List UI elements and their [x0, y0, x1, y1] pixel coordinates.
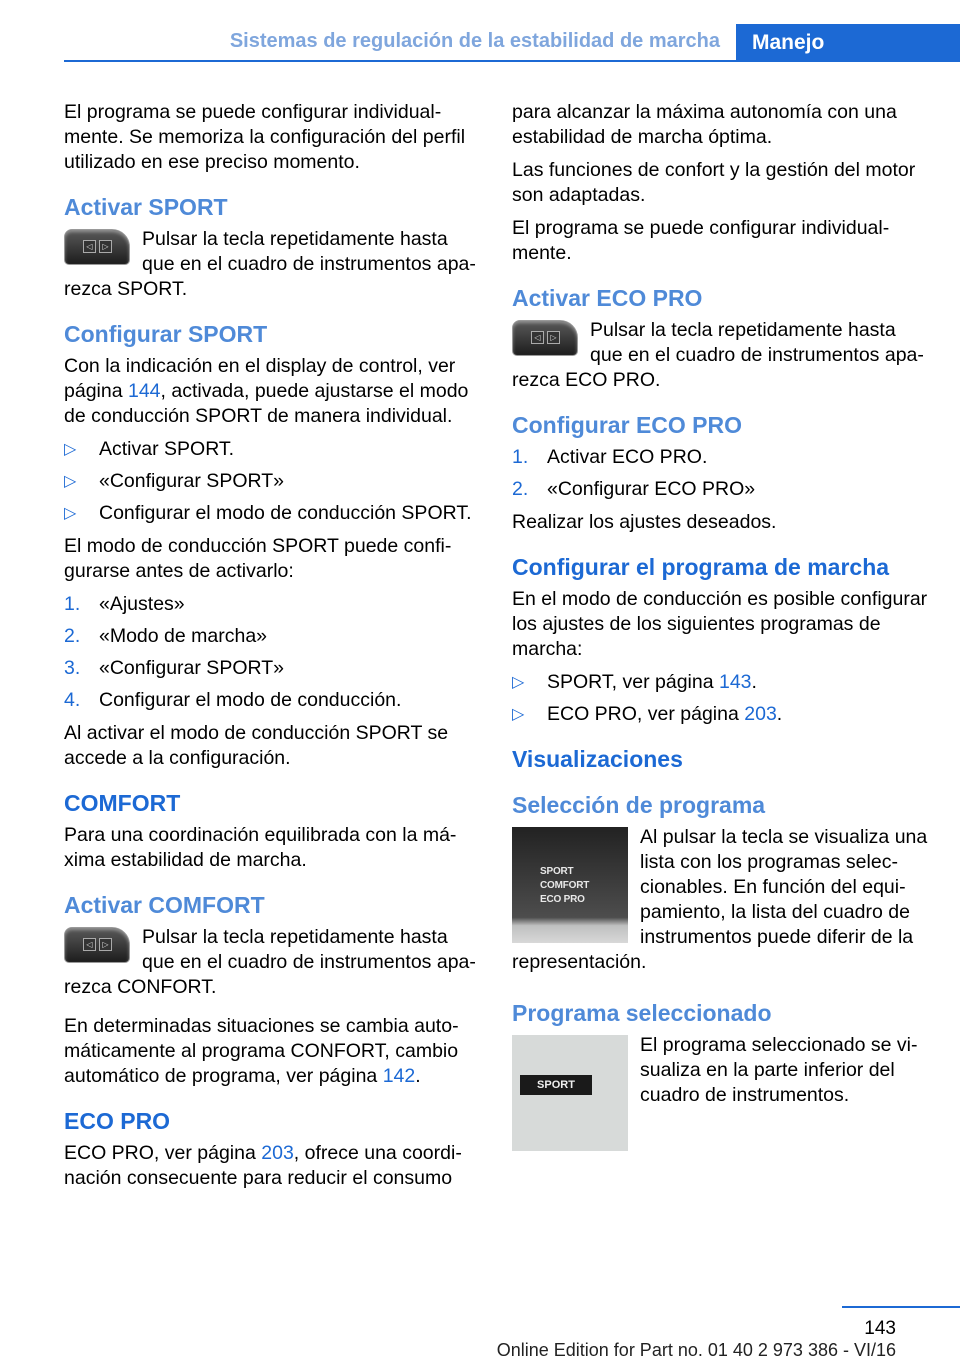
- edition-footer: Online Edition for Part no. 01 40 2 973 386 - VI/16: [496, 1340, 896, 1360]
- list-item: [512, 445, 930, 470]
- page-link[interactable]: 203: [744, 703, 777, 725]
- list-item: [512, 702, 930, 727]
- sport-bullet-list: [64, 437, 482, 526]
- situaciones-paragraph: [64, 1014, 482, 1089]
- sport-steps-list: [64, 592, 482, 713]
- programa-paragraph: En el modo de conducción es posible configurar los ajustes de los siguientes programas de marcha:: [512, 588, 928, 660]
- step-number: 2.: [512, 478, 529, 500]
- triangle-bullet-icon: ▷: [512, 674, 525, 691]
- heading-programa-seleccionado: Programa seleccionado: [512, 1000, 772, 1026]
- page-link[interactable]: 143: [718, 671, 752, 693]
- drive-mode-switch-icon: [64, 927, 130, 963]
- display-option: ECO PRO: [540, 894, 585, 905]
- text-span: Con la indicación en el display de control, ver página: [64, 355, 456, 402]
- switch-right-icon: ▷: [547, 331, 560, 344]
- heading-configurar-sport: Configurar SPORT: [64, 321, 268, 347]
- heading-comfort: COMFORT: [64, 790, 181, 816]
- step-number: 1.: [512, 446, 529, 468]
- right-column: [512, 100, 930, 1155]
- program-list-display-image: [512, 827, 628, 943]
- triangle-bullet-icon: ▷: [64, 441, 77, 458]
- step-number: 4.: [64, 689, 81, 711]
- seleccion-block: [512, 825, 930, 975]
- list-item-text: «Configurar ECO PRO»: [547, 478, 756, 500]
- activar-comfort-text: Pulsar la tecla repetidamente hasta que en el cuadro de instrumentos aparezca CONFORT.: [64, 926, 476, 998]
- triangle-bullet-icon: ▷: [512, 706, 525, 723]
- text-span: , activada, puede ajustarse el modo de conducción SPORT de manera individual.: [64, 380, 469, 427]
- heading-configurar-programa: Configurar el programa de marcha: [512, 554, 890, 580]
- text-span: SPORT, ver página: [547, 671, 719, 693]
- realizar-paragraph: Realizar los ajustes deseados.: [512, 511, 777, 533]
- activar-eco-text: Pulsar la tecla repetidamente hasta que en el cuadro de instrumentos aparezca ECO PRO.: [512, 319, 924, 391]
- text-span: ECO PRO, ver página: [547, 703, 745, 725]
- list-item: [64, 437, 482, 462]
- programa-sel-text: El programa seleccionado se visualiza en la parte inferior del cuadro de instrumentos.: [640, 1034, 918, 1106]
- list-item-text: «Modo de marcha»: [99, 625, 268, 647]
- header-rule: [64, 60, 960, 62]
- cont-paragraph-2: Las funciones de confort y la gestión del motor son adaptadas.: [512, 159, 916, 206]
- list-item: [64, 501, 482, 526]
- cont-paragraph-3: El programa se puede configurar individualmente.: [512, 217, 890, 264]
- selected-program-badge: SPORT: [520, 1075, 592, 1095]
- list-item-text: Configurar el modo de conducción.: [99, 689, 402, 711]
- list-item-text: «Ajustes»: [99, 593, 185, 615]
- step-number: 3.: [64, 657, 81, 679]
- step-number: 2.: [64, 625, 81, 647]
- heading-activar-comfort: Activar COMFORT: [64, 892, 265, 918]
- comfort-paragraph: Para una coordinación equilibrada con la máxima estabilidad de marcha.: [64, 824, 457, 871]
- list-item-text: Activar SPORT.: [99, 438, 235, 460]
- cont-paragraph-1: para alcanzar la máxima autonomía con una estabilidad de marcha óptima.: [512, 101, 897, 148]
- activar-sport-text: Pulsar la tecla repetidamente hasta que en el cuadro de instrumentos aparezca SPORT.: [64, 228, 476, 300]
- heading-seleccion-programa: Selección de programa: [512, 792, 766, 818]
- triangle-bullet-icon: ▷: [64, 505, 77, 522]
- list-item: [512, 670, 930, 695]
- activar-sport-block: [64, 227, 482, 302]
- page-link[interactable]: 203: [261, 1142, 294, 1164]
- display-option: COMFORT: [540, 880, 590, 891]
- heading-configurar-eco-pro: Configurar ECO PRO: [512, 412, 743, 438]
- list-item: [64, 469, 482, 494]
- page-link[interactable]: 144: [127, 380, 161, 402]
- switch-right-icon: ▷: [99, 240, 112, 253]
- text-span: ECO PRO, ver página: [64, 1142, 262, 1164]
- heading-activar-sport: Activar SPORT: [64, 194, 228, 220]
- switch-left-icon: ◁: [83, 240, 96, 253]
- list-item: [64, 592, 482, 617]
- list-item: [64, 624, 482, 649]
- eco-paragraph: [64, 1141, 482, 1191]
- list-item-text: Activar ECO PRO.: [547, 446, 708, 468]
- switch-left-icon: ◁: [531, 331, 544, 344]
- programa-sel-block: [512, 1033, 930, 1155]
- switch-right-icon: ▷: [99, 938, 112, 951]
- seleccion-text: Al pulsar la tecla se visualiza una lista con los programas seleccionables. En función del equipamiento, la lista del cuadro de instrumentos puede diferir de la representación.: [512, 826, 928, 973]
- list-item: [64, 688, 482, 713]
- list-item-text: «Configurar SPORT»: [99, 470, 284, 492]
- list-item-text: Configurar el modo de conducción SPORT.: [99, 502, 472, 524]
- list-item: [512, 477, 930, 502]
- selected-program-display-image: [512, 1035, 628, 1151]
- text-span: .: [776, 703, 783, 725]
- display-option: SPORT: [540, 866, 574, 877]
- modo-paragraph: El modo de conducción SPORT puede configurarse antes de activarlo:: [64, 535, 452, 582]
- step-number: 1.: [64, 593, 81, 615]
- page-link[interactable]: 142: [382, 1065, 416, 1087]
- heading-visualizaciones: Visualizaciones: [512, 746, 683, 772]
- eco-steps-list: [512, 445, 930, 502]
- text-span: En determinadas situaciones se cambia automáticamente al programa CONFORT, cambio automático de programa, ver página: [64, 1015, 459, 1087]
- activar-comfort-block: [64, 925, 482, 1000]
- list-item: [64, 656, 482, 681]
- intro-paragraph: El programa se puede configurar individualmente. Se memoriza la configuración del perfil utilizado en ese preciso momento.: [64, 101, 466, 173]
- configurar-sport-paragraph: [64, 354, 482, 429]
- text-span: .: [415, 1065, 421, 1087]
- heading-activar-eco-pro: Activar ECO PRO: [512, 285, 703, 311]
- switch-left-icon: ◁: [83, 938, 96, 951]
- triangle-bullet-icon: ▷: [64, 473, 77, 490]
- drive-mode-switch-icon: [64, 229, 130, 265]
- chapter-tab: Manejo: [736, 24, 960, 62]
- section-title: Sistemas de regulación de la estabilidad de marcha: [229, 30, 720, 52]
- heading-eco-pro: ECO PRO: [64, 1108, 171, 1134]
- left-column: [64, 100, 482, 1199]
- page-number: 143: [864, 1318, 896, 1339]
- footer-rule: [842, 1306, 960, 1308]
- drive-mode-switch-icon: [512, 320, 578, 356]
- al-activar-paragraph: Al activar el modo de conducción SPORT se accede a la configuración.: [64, 722, 449, 769]
- text-span: , ofrece una coordinación consecuente para reducir el consumo: [64, 1142, 462, 1189]
- programa-list: [512, 670, 930, 727]
- activar-eco-block: [512, 318, 930, 393]
- list-item-text: «Configurar SPORT»: [99, 657, 284, 679]
- text-span: .: [751, 671, 757, 693]
